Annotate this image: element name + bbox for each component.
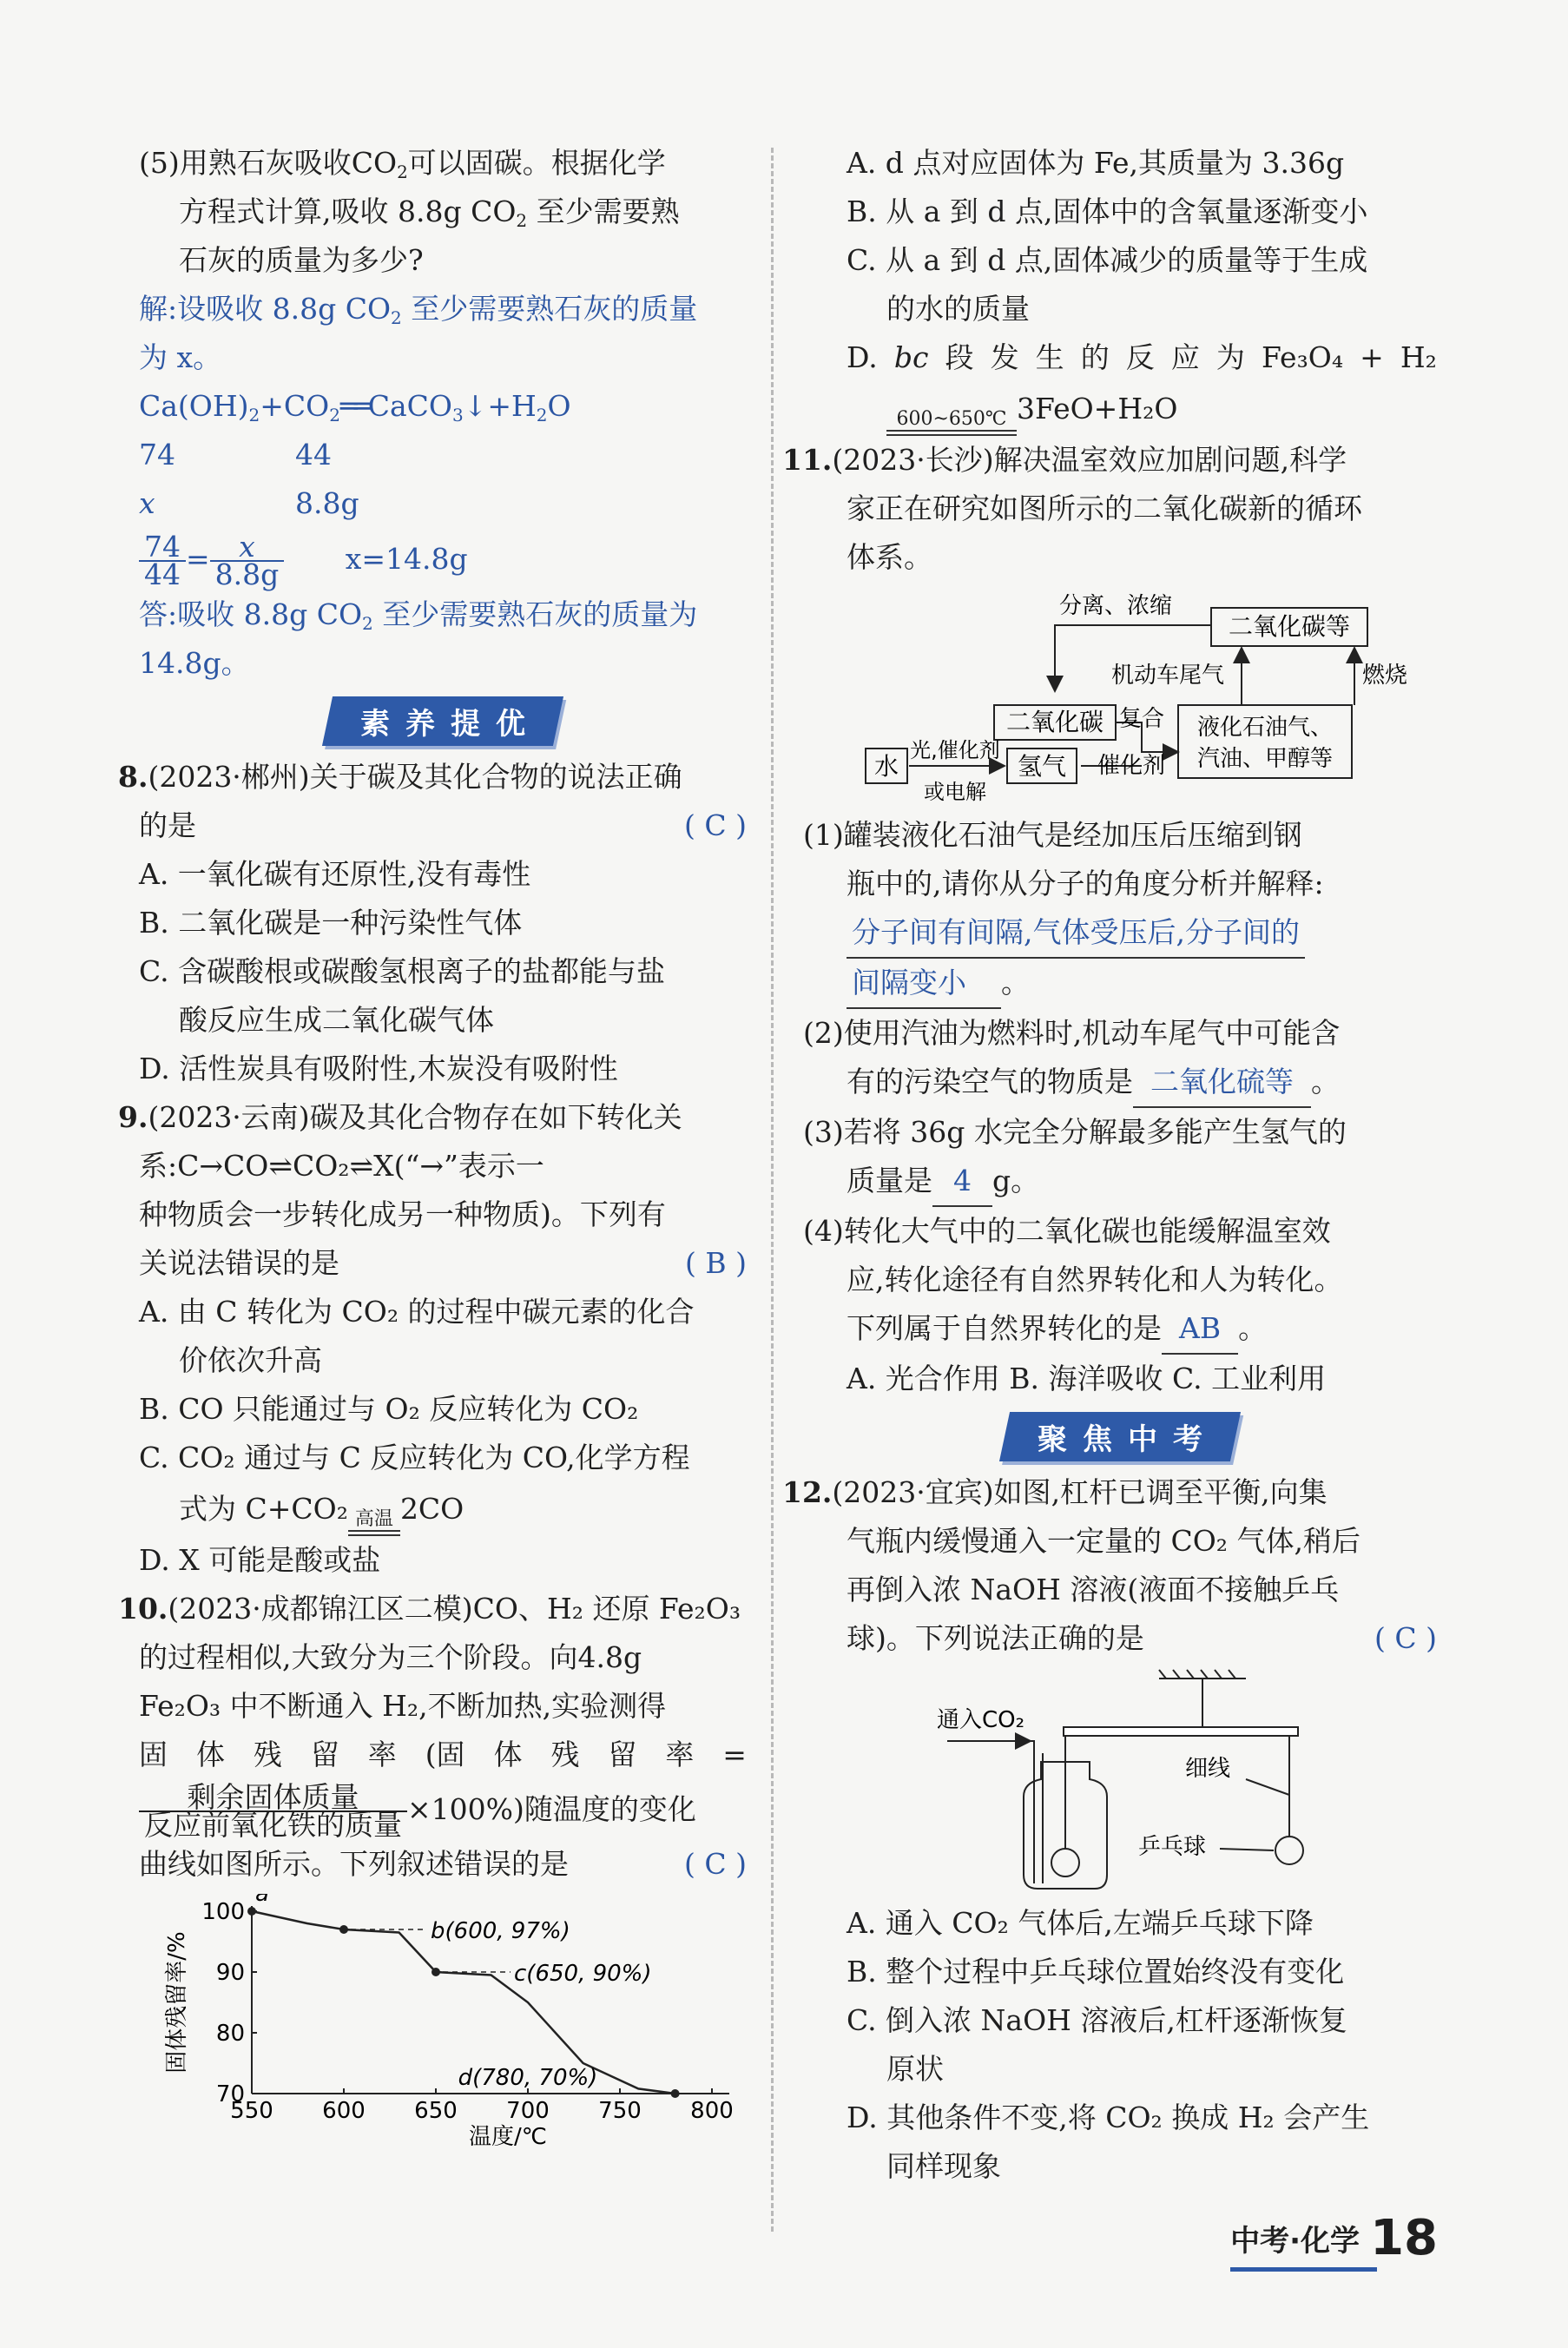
question-8: 8.(2023·郴州)关于碳及其化合物的说法正确 的是 ( C ) A. 一氧化碳有还原性,没有毒性 B. 二氧化碳是一种污染性气体 C. 含碳酸根或碳酸氢根离子的盐都能与盐 酸反应生成二氧化碳气体 D. 活性炭具有吸附性,木炭没有吸附性 — [118, 760, 747, 1085]
point-b — [339, 1925, 348, 1934]
label-separate: 分离、浓缩 — [1058, 593, 1173, 619]
label-exhaust: 机动车尾气 — [1110, 663, 1225, 689]
label-burn: 燃烧 — [1361, 663, 1408, 689]
y-tick-label: 100 — [201, 1899, 245, 1925]
residue-rate-chart — [156, 1894, 747, 2149]
y-tick-label: 70 — [215, 2081, 245, 2107]
section-banner-literacy: 素养提优 — [322, 696, 563, 746]
answer-choice: ( C ) — [684, 1847, 747, 1881]
box-co2: 二氧化碳 — [1005, 708, 1104, 736]
x-tick-label: 700 — [506, 2098, 550, 2124]
question-11: 11.(2023·长沙)解决温室效应加剧问题,科学 家正在研究如图所示的二氧化碳新的循环 体系。 分离、浓缩 二氧化碳等 机动车尾气 燃烧 二氧化碳 复合 催化剂 液化石油气、 汽油、甲醇等 水 光,催化剂 或电解 氢气 (1)罐装液化石油气是经加压后压缩到钢 瓶中的,请你从分子的角度分析并解释: 分子间有间隔,气体受压后,分子间的 间隔变小 。 (2)使用汽油为燃料时,机动车尾气中可能含 有的污染空气的物质是 二氧化硫等 。 (3)若将 36g 水完全分解最多能产生氢气的 质量是 4 g。 (4)转化大气中的二氧化碳也能缓解温室效 应,转化途径有自然界转化和人为转化。 下列属于自然界转化的是 AB 。 A. 光合作用 B. 海洋吸收 C. 工业利用 — [803, 436, 1437, 1403]
point-label-a: a — [255, 1894, 269, 1907]
x-tick-label: 650 — [414, 2098, 458, 2124]
lever-apparatus-figure — [933, 1666, 1437, 1896]
y-tick-label: 90 — [215, 1960, 245, 1986]
point-a — [247, 1907, 256, 1916]
q7-part5: (5)用熟石灰吸收$CO_2$可以固碳。根据化学 方程式计算,吸收 8.8g $CO_2$ 至少需要熟 石灰的质量为多少? 解:设吸收 8.8g $CO_2$ 至少需要熟石灰的质量 为 x。 $Ca(OH)_2+CO_2══CaCO_3↓+H_2O$ 74 44 x 8.8g $\frac{74}{44}$ = $\frac{x}{8.8g}$ x=14.8g 答:吸收 8.8g $CO_2$ 至少需要熟石灰的质量为 14.8g。 — [139, 139, 747, 688]
chemical-equation: $Ca(OH)_2+CO_2══CaCO_3↓+H_2O$ — [139, 389, 571, 425]
answer-blank: 间隔变小 — [847, 959, 1001, 1009]
subject-label: 中考·化学 — [1230, 2224, 1360, 2259]
page-footer — [1230, 2210, 1438, 2266]
question-12: 12.(2023·宜宾)如图,杠杆已调至平衡,向集 气瓶内缓慢通入一定量的 CO₂ 气体,稍后 再倒入浓 NaOH 溶液(液面不接触乒乓 球)。下列说法正确的是 ( C ) 通入CO₂ 细线 乒乓球 A. 通入 CO₂ 气体后,左端乒乓球下降 B. 整个过程中乒乓球位置始终没有变化 C. 倒入浓 NaOH 溶液后,杠杆逐渐恢复 原状 D. 其他条件不变,将 CO₂ 换成 H₂ 会产生 同样现象 — [782, 1475, 1437, 2183]
label-compound: 复合 — [1118, 706, 1165, 732]
point-label-c: c(650, 90%) — [514, 1961, 652, 1987]
label-inject-co2: 通入CO₂ — [937, 1707, 1025, 1733]
label-thread: 细线 — [1185, 1756, 1231, 1782]
x-tick-label: 750 — [598, 2098, 642, 2124]
y-axis-title: 固体残留率/% — [164, 1931, 190, 2074]
point-label-b: b(600, 97%) — [431, 1918, 570, 1944]
question-10-options: A. d 点对应固体为 Fe,其质量为 3.36g B. 从 a 到 d 点,固体中的含氧量逐渐变小 C. 从 a 到 d 点,固体减少的质量等于生成 的水的质量 D. bc 段 发 生 的 反 应 为 Fe₃O₄ + H₂ 600~650℃ 3FeO+H₂O — [803, 139, 1437, 436]
section-banner-exam-focus: 聚焦中考 — [999, 1412, 1241, 1461]
answer-choice: ( C ) — [684, 808, 747, 842]
answer-choice: ( C ) — [1374, 1621, 1437, 1655]
point-label-d: d(780, 70%) — [458, 2065, 598, 2091]
y-tick-label: 80 — [215, 2021, 245, 2047]
answer-blank: 分子间有间隔,气体受压后,分子间的 — [847, 908, 1305, 959]
x-tick-label: 550 — [230, 2098, 273, 2124]
column-divider — [771, 148, 774, 2232]
point-c — [432, 1968, 440, 1976]
box-fuel-2: 汽油、甲醇等 — [1196, 746, 1334, 772]
x-tick-label: 800 — [690, 2098, 734, 2124]
box-water: 水 — [873, 752, 899, 781]
answer-blank: AB — [1162, 1304, 1238, 1355]
proportion: $\frac{74}{44}$ = $\frac{x}{8.8g}$ x=14.8g — [139, 528, 747, 590]
label-ping-pong-ball: 乒乓球 — [1138, 1834, 1207, 1860]
left-column — [118, 139, 747, 2149]
label-light-catalyst: 光,催化剂 — [910, 738, 1000, 762]
answer-blank: 4 — [932, 1157, 992, 1207]
solution: 解:设吸收 8.8g $CO_2$ 至少需要熟石灰的质量 — [139, 292, 698, 328]
answer-blank: 二氧化硫等 — [1133, 1058, 1311, 1108]
answer-choice: ( B ) — [685, 1246, 747, 1280]
point-d — [671, 2089, 680, 2098]
right-column — [782, 139, 1437, 2191]
page-number: 18 — [1370, 2210, 1438, 2266]
label-catalyst: 催化剂 — [1097, 753, 1166, 779]
x-axis-title: 温度/℃ — [469, 2124, 547, 2146]
question-10: 10.(2023·成都锦江区二模)CO、H₂ 还原 Fe₂O₃ 的过程相似,大致分为三个阶段。向4.8g Fe₂O₃ 中不断通入 H₂,不断加热,实验测得 固 体 残 留 率 (固 体 残 留 率 = $\frac{\text{剩余固体质量}}{\text{反应前氧化铁的质量}}$ ×100%)随温度的变化 曲线如图所示。下列叙述错误的是 ( C ) 550 600 650 700 750 800 70 80 90 100 a b(600, 97%) c(650, 90%) d(780, 70%) 固体残留率/% 温度/℃ — [139, 1585, 747, 2149]
box-fuel-1: 液化石油气、 — [1196, 715, 1334, 741]
question-9: 9.(2023·云南)碳及其化合物存在如下转化关 系:C→CO⇌CO₂⇌X(“→”表示一 种物质会一步转化成另一种物质)。下列有 关说法错误的是 ( B ) A. 由 C 转化为 CO₂ 的过程中碳元素的化合 价依次升高 B. CO 只能通过与 O₂ 反应转化为 CO₂ C. CO₂ 通过与 C 反应转化为 CO,化学方程 式为 C+CO₂ 高温 2CO D. X 可能是酸或盐 — [118, 1100, 747, 1577]
chart-svg — [156, 1894, 747, 2146]
box-co2-etc: 二氧化碳等 — [1228, 612, 1351, 641]
box-h2: 氢气 — [1017, 752, 1067, 781]
co2-cycle-diagram — [855, 587, 1437, 808]
label-electrolysis: 或电解 — [924, 780, 986, 804]
x-tick-label: 600 — [322, 2098, 366, 2124]
